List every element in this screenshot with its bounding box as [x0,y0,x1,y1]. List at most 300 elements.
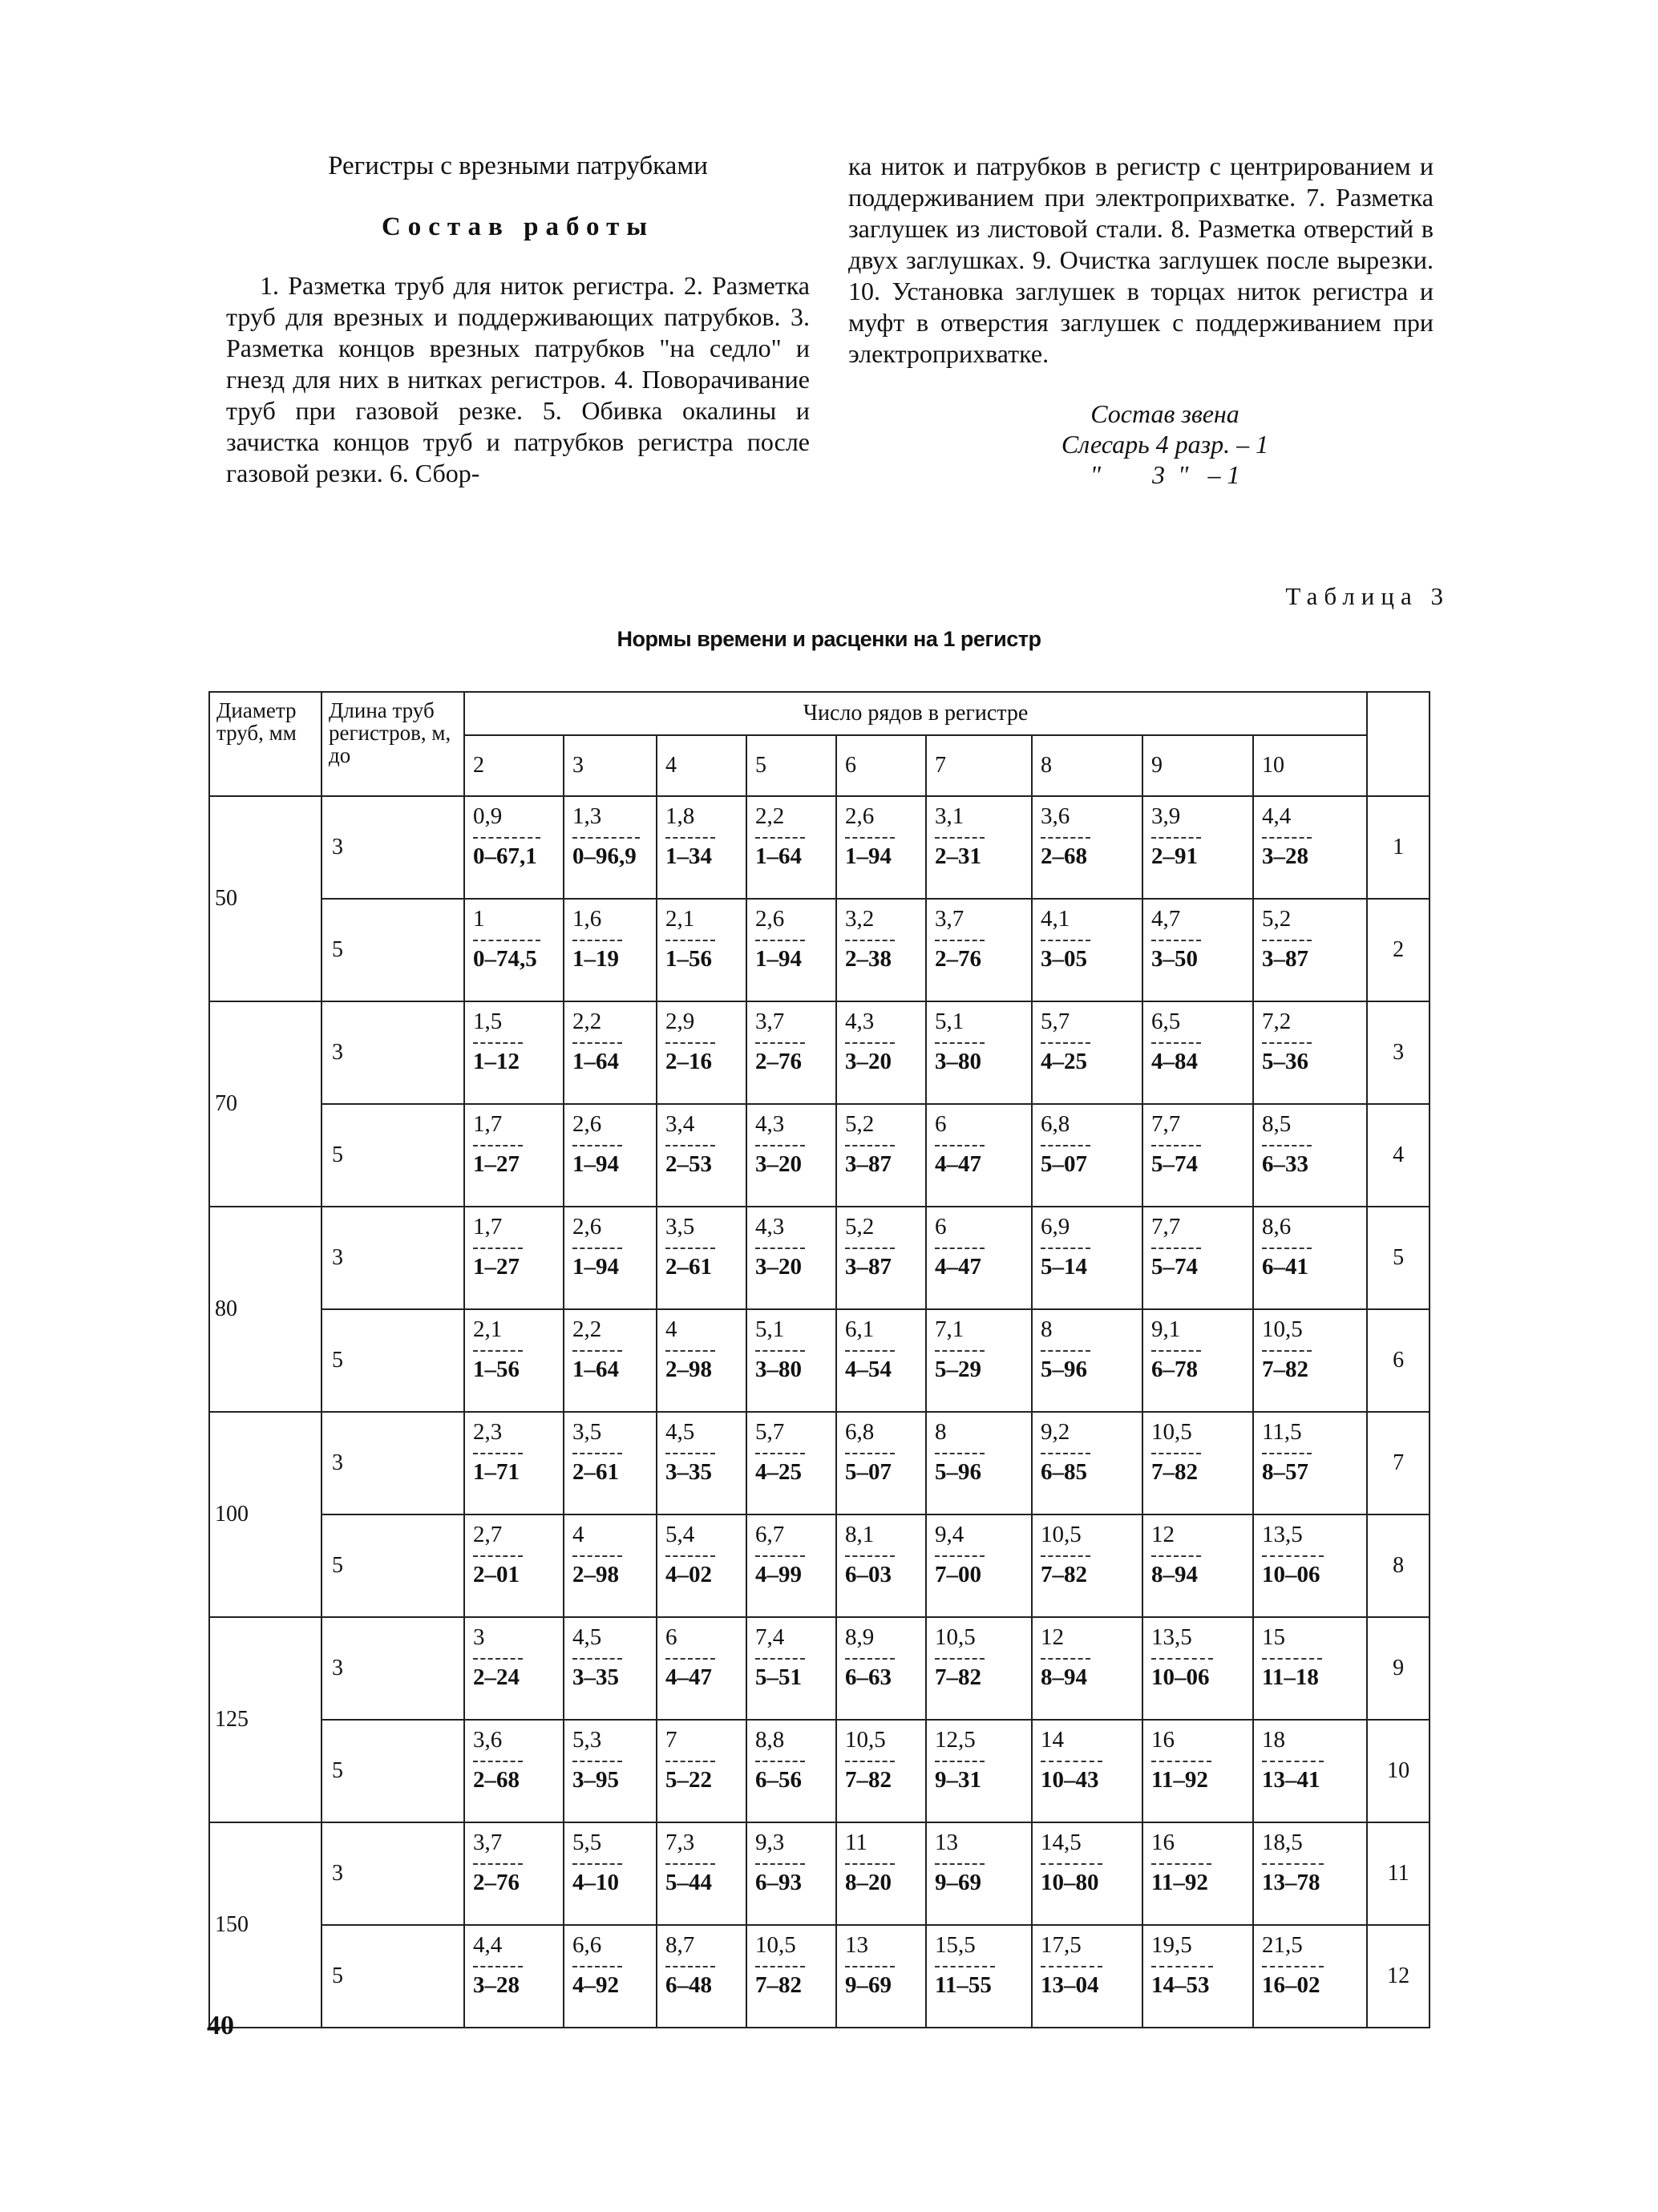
time-norm: 9,4 [935,1522,964,1547]
rate-price: 4–25 [1041,1042,1090,1074]
norm-cell [564,796,657,899]
rate-price: 3–28 [473,1966,523,1998]
rate-price: 4–10 [572,1863,622,1895]
time-norm: 10,5 [1041,1522,1082,1547]
row-count-header: 7 [926,735,1032,796]
rate-price: 2–16 [665,1042,715,1074]
rate-price: 2–61 [572,1453,622,1485]
rate-price: 6–03 [845,1555,895,1587]
time-norm: 11 [845,1830,867,1855]
rate-price: 1–94 [572,1248,622,1280]
norm-cell [926,1412,1032,1514]
norm-fraction [1151,1111,1201,1177]
norm-cell [564,1309,657,1412]
right-text-column [848,151,1434,490]
rate-price: 10–06 [1262,1555,1324,1587]
time-norm: 4,4 [1262,803,1292,829]
row-count-header: 10 [1253,735,1367,796]
time-norm: 5,5 [572,1830,602,1855]
rate-price: 1–56 [473,1350,523,1382]
norm-cell [1142,1514,1253,1617]
norm-cell [926,1822,1032,1925]
norm-fraction [1041,1830,1102,1895]
time-norm: 11,5 [1262,1419,1302,1445]
norm-cell [1253,899,1367,1001]
time-norm: 5,3 [572,1727,602,1753]
norm-cell [564,1925,657,2028]
rate-price: 1–64 [572,1042,622,1074]
rate-price: 1–56 [665,940,715,972]
time-norm: 5,2 [845,1214,875,1239]
rate-price: 5–96 [935,1453,985,1485]
page-number: 40 [207,2011,234,2040]
norm-cell [464,899,564,1001]
norm-cell [564,1720,657,1822]
norm-fraction [845,1419,895,1485]
rate-price: 14–53 [1151,1966,1213,1998]
time-norm: 8,6 [1262,1214,1292,1239]
rate-price: 3–20 [845,1042,895,1074]
rate-price: 3–87 [1262,940,1312,972]
time-norm: 2,2 [572,1009,602,1034]
rate-price: 1–94 [572,1145,622,1177]
time-norm: 5,1 [755,1316,785,1342]
header-row-count: Число рядов в регистре [464,692,1367,735]
norm-fraction [1151,1009,1201,1074]
time-norm: 4,4 [473,1932,503,1958]
time-norm: 6,8 [1041,1111,1070,1137]
rate-price: 1–34 [665,837,715,869]
time-norm: 6 [935,1111,947,1137]
norm-cell [746,1207,836,1309]
time-norm: 6,1 [845,1316,875,1342]
norm-fraction [1151,1316,1201,1382]
norm-cell [564,899,657,1001]
time-norm: 3,2 [845,906,875,932]
norm-cell [657,796,746,899]
norm-cell [464,1822,564,1925]
rate-price: 0–96,9 [572,837,640,869]
norm-fraction [473,1214,523,1280]
norm-cell [836,1925,926,2028]
time-norm: 1,5 [473,1009,503,1034]
norm-cell [1253,796,1367,899]
time-norm: 2,1 [473,1316,503,1342]
rate-price: 6–93 [755,1863,805,1895]
norm-cell [1142,1001,1253,1104]
norm-cell [836,1104,926,1207]
time-norm: 13 [845,1932,868,1958]
norm-cell [926,899,1032,1001]
time-norm: 14 [1041,1727,1064,1753]
length-cell: 5 [321,1514,464,1617]
time-norm: 5,1 [935,1009,964,1034]
time-norm: 2,2 [572,1316,602,1342]
time-norm: 2,6 [845,803,875,829]
norm-cell [926,1001,1032,1104]
time-norm: 5,7 [755,1419,785,1445]
rate-price: 3–20 [755,1248,805,1280]
norm-fraction [1262,1214,1312,1280]
norm-fraction [1262,803,1312,869]
rate-price: 4–99 [755,1555,805,1587]
row-number: 1 [1367,796,1430,899]
rate-price: 5–14 [1041,1248,1090,1280]
rate-price: 1–94 [755,940,805,972]
norm-fraction [1262,1727,1324,1793]
norm-cell [926,1925,1032,2028]
norm-cell [1253,1412,1367,1514]
norm-cell [1032,1720,1142,1822]
time-norm: 16 [1151,1727,1175,1753]
row-count-header: 4 [657,735,746,796]
rate-price: 3–95 [572,1761,622,1793]
time-norm: 19,5 [1151,1932,1192,1958]
length-cell: 3 [321,1001,464,1104]
rate-price: 3–28 [1262,837,1312,869]
norm-cell [657,1925,746,2028]
time-norm: 7,4 [755,1624,785,1650]
rate-price: 4–54 [845,1350,895,1382]
rate-price: 5–44 [665,1863,715,1895]
time-norm: 12 [1151,1522,1175,1547]
rate-price: 7–82 [935,1658,985,1690]
norm-cell [1253,1617,1367,1720]
length-cell: 3 [321,796,464,899]
diameter-cell: 80 [209,1207,321,1412]
norm-fraction [1041,1419,1090,1485]
time-norm: 1,7 [473,1111,503,1137]
time-norm: 2,3 [473,1419,503,1445]
norm-fraction [1151,1419,1201,1485]
norm-cell [1253,1822,1367,1925]
length-cell: 5 [321,1104,464,1207]
norm-fraction [755,1419,805,1485]
time-norm: 9,3 [755,1830,785,1855]
norm-fraction [1041,1009,1090,1074]
norm-fraction [1151,1932,1213,1998]
norm-cell [1032,1309,1142,1412]
norm-fraction [1151,1214,1201,1280]
norm-fraction [1041,1111,1090,1177]
rate-price: 7–82 [1151,1453,1201,1485]
rate-price: 6–78 [1151,1350,1201,1382]
norm-fraction [755,1111,805,1177]
rate-price: 13–41 [1262,1761,1324,1793]
time-norm: 5,4 [665,1522,695,1547]
norm-fraction [1041,1727,1102,1793]
norm-cell [1142,1207,1253,1309]
norm-fraction [1041,1624,1090,1690]
time-norm: 4,7 [1151,906,1181,932]
time-norm: 6,8 [845,1419,875,1445]
norm-fraction [845,1932,895,1998]
norm-cell [836,1207,926,1309]
norm-fraction [572,1624,622,1690]
norm-fraction [1041,1522,1090,1587]
norms-table [208,691,1430,2028]
norm-fraction [755,906,805,972]
time-norm: 21,5 [1262,1932,1303,1958]
norm-fraction [1151,1727,1211,1793]
rate-price: 5–74 [1151,1248,1201,1280]
rate-price: 6–85 [1041,1453,1090,1485]
rate-price: 5–22 [665,1761,715,1793]
norm-cell [464,1207,564,1309]
norm-cell [1253,1720,1367,1822]
norm-fraction [755,1932,805,1998]
norm-cell [464,1514,564,1617]
rate-price: 11–18 [1262,1658,1322,1690]
norm-fraction [572,1932,622,1998]
work-description-right: ка ниток и патрубков в регистр с центрированием и поддерживанием при электроприхватке. 7. Разметка заглушек из листовой стали. 8. Разметка отверстий в двух заглушках. 9. Очистка заглушек после вырезки. 10. Установка заглушек в торцах ниток регистра и муфт в отверстия заглушек с поддерживанием при электроприхватке. [848,152,1434,368]
norm-cell [836,1822,926,1925]
norm-cell [1032,1514,1142,1617]
norm-fraction [845,1214,895,1280]
rate-price: 2–98 [665,1350,715,1382]
norm-cell [1142,1925,1253,2028]
time-norm: 6,9 [1041,1214,1070,1239]
rate-price: 5–07 [845,1453,895,1485]
norm-cell [1142,1617,1253,1720]
rate-price: 0–74,5 [473,940,540,972]
time-norm: 1 [473,906,485,932]
row-number: 5 [1367,1207,1430,1309]
norm-fraction [755,1009,805,1074]
time-norm: 5,7 [1041,1009,1070,1034]
time-norm: 3,7 [935,906,964,932]
norm-cell [926,1617,1032,1720]
table-row [209,899,1430,1001]
norm-cell [746,1104,836,1207]
time-norm: 2,9 [665,1009,695,1034]
table-row [209,1822,1430,1925]
norm-fraction [665,1111,715,1177]
rate-price: 4–92 [572,1966,622,1998]
rate-price: 8–94 [1041,1658,1090,1690]
norm-cell [657,1720,746,1822]
norm-cell [746,1309,836,1412]
norm-fraction [1262,1932,1324,1998]
time-norm: 3,4 [665,1111,695,1137]
rate-price: 7–82 [1041,1555,1090,1587]
rate-price: 2–31 [935,837,985,869]
norm-cell [1032,1617,1142,1720]
rate-price: 2–76 [755,1042,805,1074]
norm-fraction [845,803,895,869]
rate-price: 11–92 [1151,1863,1211,1895]
rate-price: 3–05 [1041,940,1090,972]
time-norm: 3,1 [935,803,964,829]
rate-price: 1–12 [473,1042,523,1074]
norm-fraction [1151,1830,1211,1895]
time-norm: 18 [1262,1727,1285,1753]
time-norm: 3,6 [473,1727,503,1753]
table-row [209,1001,1430,1104]
time-norm: 7,1 [935,1316,964,1342]
norm-fraction [473,1316,523,1382]
rate-price: 6–56 [755,1761,805,1793]
norm-cell [1253,1104,1367,1207]
norm-fraction [473,1419,523,1485]
norm-cell [464,1309,564,1412]
diameter-cell: 100 [209,1412,321,1617]
norm-fraction [665,1419,715,1485]
time-norm: 4 [665,1316,677,1342]
norm-fraction [845,906,895,972]
norm-cell [564,1104,657,1207]
norm-fraction [473,1624,523,1690]
time-norm: 10,5 [1262,1316,1303,1342]
rate-price: 10–43 [1041,1761,1102,1793]
table-row [209,1925,1430,2028]
norm-fraction [935,1830,985,1895]
rate-price: 2–68 [473,1761,523,1793]
rate-price: 2–24 [473,1658,523,1690]
rate-price: 4–25 [755,1453,805,1485]
row-number: 11 [1367,1822,1430,1925]
norm-fraction [755,803,805,869]
norm-fraction [755,1214,805,1280]
rate-price: 4–02 [665,1555,715,1587]
norm-cell [564,1617,657,1720]
norm-fraction [665,906,715,972]
row-number: 8 [1367,1514,1430,1617]
time-norm: 0,9 [473,803,503,829]
norm-fraction [1262,1522,1324,1587]
rate-price: 8–94 [1151,1555,1201,1587]
norm-cell [657,1617,746,1720]
norm-fraction [1262,1830,1324,1895]
norm-cell [1032,1104,1142,1207]
time-norm: 5,2 [845,1111,875,1137]
length-cell: 3 [321,1822,464,1925]
norm-fraction [572,1009,622,1074]
norm-cell [1253,1207,1367,1309]
rate-price: 4–84 [1151,1042,1201,1074]
rate-price: 4–47 [665,1658,715,1690]
norm-fraction [572,1111,622,1177]
norm-fraction [1041,1932,1102,1998]
norm-cell [657,1104,746,1207]
rate-price: 5–36 [1262,1042,1312,1074]
norm-cell [564,1822,657,1925]
time-norm: 7,2 [1262,1009,1292,1034]
norm-cell [657,1514,746,1617]
row-number: 4 [1367,1104,1430,1207]
row-count-header: 8 [1032,735,1142,796]
rate-price: 9–31 [935,1761,985,1793]
length-cell: 5 [321,1720,464,1822]
length-cell: 3 [321,1412,464,1514]
norm-fraction [935,1419,985,1485]
rate-price: 16–02 [1262,1966,1324,1998]
norm-fraction [1041,906,1090,972]
norm-cell [464,796,564,899]
norm-fraction [1262,1111,1312,1177]
header-diameter: Диаметр труб, мм [209,692,321,796]
row-number: 2 [1367,899,1430,1001]
rate-price: 9–69 [935,1863,985,1895]
time-norm: 6,6 [572,1932,602,1958]
crew-line-2: " 3 " – 1 [1090,460,1240,489]
norm-cell [1142,1104,1253,1207]
rate-price: 8–57 [1262,1453,1312,1485]
norm-fraction [845,1727,895,1793]
rate-price: 2–98 [572,1555,622,1587]
norm-fraction [665,1316,715,1382]
length-cell: 3 [321,1207,464,1309]
table-row [209,796,1430,899]
time-norm: 3 [473,1624,485,1650]
norm-cell [1253,1001,1367,1104]
table-caption: Нормы времени и расценки на 1 регистр [617,627,1041,651]
time-norm: 9,2 [1041,1419,1070,1445]
time-norm: 1,7 [473,1214,503,1239]
row-number: 3 [1367,1001,1430,1104]
rate-price: 1–27 [473,1248,523,1280]
norm-cell [1142,899,1253,1001]
rate-price: 5–51 [755,1658,805,1690]
time-norm: 7,3 [665,1830,695,1855]
norm-fraction [935,1316,985,1382]
norm-fraction [845,1830,895,1895]
length-cell: 5 [321,899,464,1001]
norm-cell [926,1514,1032,1617]
time-norm: 4 [572,1522,584,1547]
norm-fraction [665,1522,715,1587]
row-number: 10 [1367,1720,1430,1822]
time-norm: 1,8 [665,803,695,829]
rate-price: 1–94 [845,837,895,869]
norm-fraction [1262,1009,1312,1074]
norm-cell [564,1412,657,1514]
norm-fraction [572,1727,622,1793]
norm-cell [464,1412,564,1514]
norm-cell [836,1309,926,1412]
norm-fraction [473,1111,523,1177]
norm-cell [1253,1514,1367,1617]
rate-price: 4–47 [935,1145,985,1177]
norm-cell [1253,1925,1367,2028]
table-row [209,1720,1430,1822]
norm-cell [657,1001,746,1104]
norm-cell [836,1412,926,1514]
table-row [209,1412,1430,1514]
norm-fraction [935,1009,985,1074]
norm-cell [1253,1309,1367,1412]
time-norm: 6,5 [1151,1009,1181,1034]
time-norm: 2,2 [755,803,785,829]
norm-cell [1142,1720,1253,1822]
time-norm: 16 [1151,1830,1175,1855]
norm-fraction [1262,1419,1312,1485]
norm-fraction [1262,906,1312,972]
time-norm: 3,5 [572,1419,602,1445]
rate-price: 2–76 [473,1863,523,1895]
norm-fraction [473,1932,523,1998]
time-norm: 3,7 [473,1830,503,1855]
norm-cell [464,1720,564,1822]
time-norm: 8,8 [755,1727,785,1753]
crew-composition [848,398,1434,490]
header-length: Длина труб регистров, м, до [321,692,464,796]
rate-price: 6–63 [845,1658,895,1690]
norm-fraction [473,1009,523,1074]
rate-price: 5–74 [1151,1145,1201,1177]
norm-cell [746,899,836,1001]
norm-fraction [845,1111,895,1177]
